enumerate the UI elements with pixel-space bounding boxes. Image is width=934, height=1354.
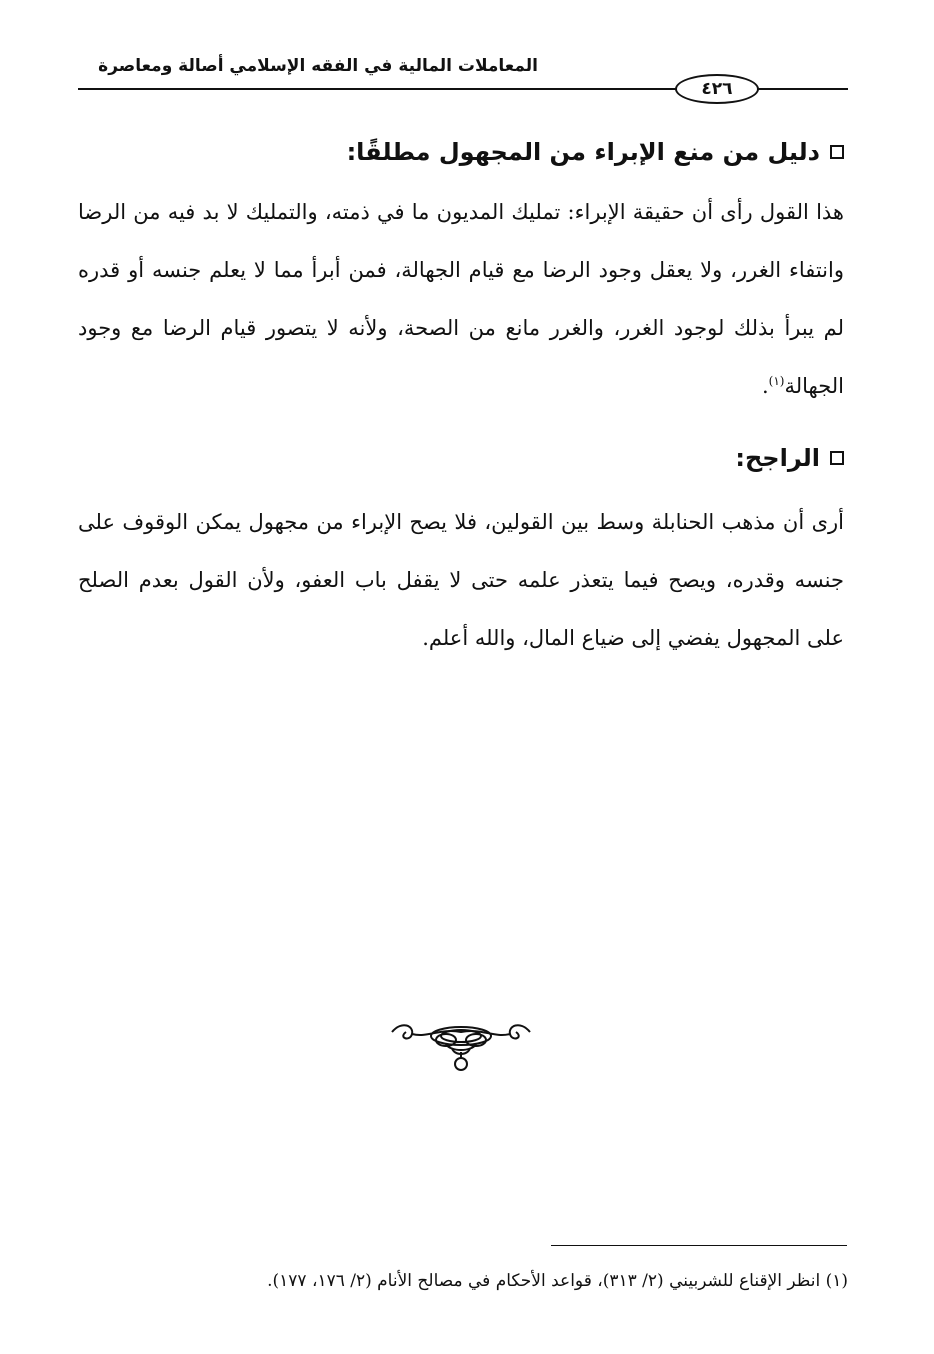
paragraph-proof	[78, 183, 844, 415]
section-heading-text: الراجح:	[735, 444, 820, 472]
page-number: ٤٢٦	[675, 74, 759, 104]
section-heading-text: دليل من منع الإبراء من المجهول مطلقًا:	[346, 138, 820, 166]
ornament-divider-icon	[388, 1016, 534, 1074]
footnote-text: (١) انظر الإقناع للشربيني (٢/ ٣١٣)، قواعد الأحكام في مصالح الأنام (٢/ ١٧٦، ١٧٧).	[267, 1271, 848, 1291]
square-outline-icon	[830, 145, 844, 159]
section-heading-preferred	[735, 444, 844, 472]
square-outline-icon	[830, 451, 844, 465]
paragraph-text: هذا القول رأى أن حقيقة الإبراء: تمليك المديون ما في ذمته، والتمليك لا بد فيه من الرضا وانتفاء الغرر، ولا يعقل وجود الرضا مع قيام الجهالة، فمن أبرأ مما لا يعلم جنسه أو قدره لم يبرأ بذلك لوجود الغرر، والغرر مانع من الصحة، ولأنه لا يتصور قيام الرضا مع وجود الجهالة	[78, 200, 844, 398]
footnote-reference[interactable]: (١)	[768, 374, 785, 388]
paragraph-end-punct: .	[761, 374, 769, 398]
footnote-separator	[551, 1245, 847, 1246]
running-header-title: المعاملات المالية في الفقه الإسلامي أصالة ومعاصرة	[98, 56, 538, 76]
paragraph-preferred: أرى أن مذهب الحنابلة وسط بين القولين، فلا يصح الإبراء من مجهول يمكن الوقوف على جنسه وقدره، ويصح فيما يتعذر علمه حتى لا يقفل باب العفو، ولأن القول بعدم الصلح على المجهول يفضي إلى ضياع المال، والله أعلم.	[78, 510, 844, 650]
section-heading-proof	[347, 138, 844, 166]
